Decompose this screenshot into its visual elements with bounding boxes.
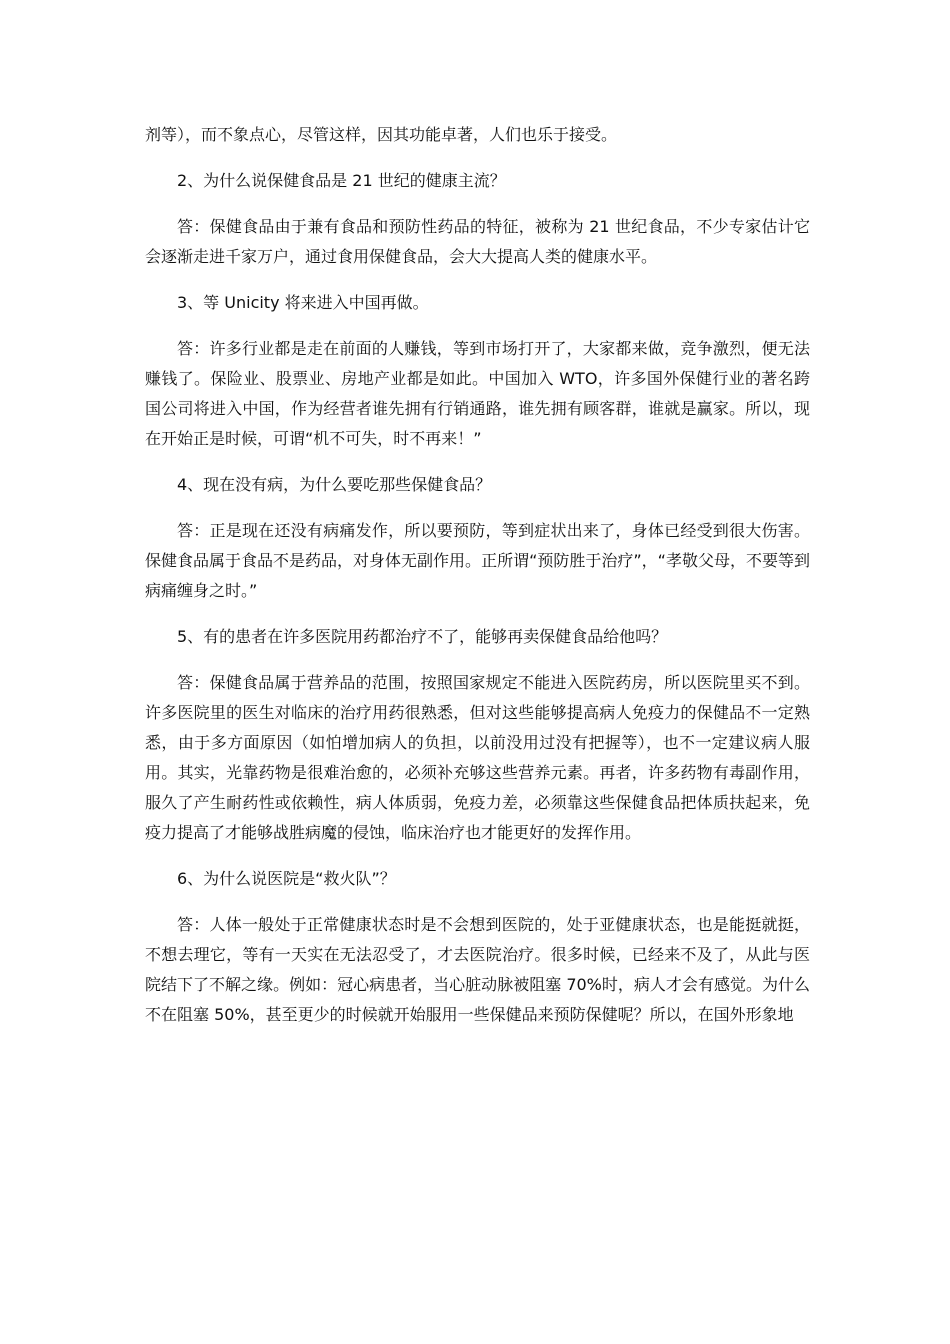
question-6: 6、为什么说医院是“救火队”？ xyxy=(177,869,396,888)
answer-2: 答：保健食品由于兼有食品和预防性药品的特征，被称为 21 世纪食品，不少专家估计它会逐渐走进千家万户，通过食用保健食品，会大大提高人类的健康水平。 xyxy=(145,217,810,266)
question-2: 2、为什么说保健食品是 21 世纪的健康主流？ xyxy=(177,171,506,190)
continuation-paragraph: 剂等），而不象点心，尽管这样，因其功能卓著，人们也乐于接受。 xyxy=(145,125,618,144)
answer-4: 答：正是现在还没有病痛发作，所以要预防，等到症状出来了，身体已经受到很大伤害。保健食品属于食品不是药品，对身体无副作用。正所谓“预防胜于治疗”，“孝敬父母，不要等到病痛缠身之时。” xyxy=(145,521,810,600)
question-5: 5、有的患者在许多医院用药都治疗不了，能够再卖保健食品给他吗？ xyxy=(177,627,668,646)
question-3: 3、等 Unicity 将来进入中国再做。 xyxy=(177,293,429,312)
question-4: 4、现在没有病，为什么要吃那些保健食品？ xyxy=(177,475,492,494)
answer-5: 答：保健食品属于营养品的范围，按照国家规定不能进入医院药房，所以医院里买不到。许多医院里的医生对临床的治疗用药很熟悉，但对这些能够提高病人免疫力的保健品不一定熟悉，由于多方面原因（如怕增加病人的负担，以前没用过没有把握等），也不一定建议病人服用。其实，光靠药物是很难治愈的，必须补充够这些营养元素。再者，许多药物有毒副作用，服久了产生耐药性或依赖性，病人体质弱，免疫力差，必须靠这些保健食品把体质扶起来，免疫力提高了才能够战胜病魔的侵蚀，临床治疗也才能更好的发挥作用。 xyxy=(145,673,810,842)
document-body xyxy=(145,120,810,1046)
answer-3: 答：许多行业都是走在前面的人赚钱，等到市场打开了，大家都来做，竞争激烈，便无法赚钱了。保险业、股票业、房地产业都是如此。中国加入 WTO，许多国外保健行业的著名跨国公司将进入中国，作为经营者谁先拥有行销通路，谁先拥有顾客群，谁就是赢家。所以，现在开始正是时候，可谓“机不可失，时不再来！” xyxy=(145,339,810,448)
answer-6: 答：人体一般处于正常健康状态时是不会想到医院的，处于亚健康状态，也是能挺就挺，不想去理它，等有一天实在无法忍受了，才去医院治疗。很多时候，已经来不及了，从此与医院结下了不解之缘。例如：冠心病患者，当心脏动脉被阻塞 70%时，病人才会有感觉。为什么不在阻塞 50%，甚至更少的时候就开始服用一些保健品来预防保健呢？所以，在国外形象地 xyxy=(145,915,810,1024)
